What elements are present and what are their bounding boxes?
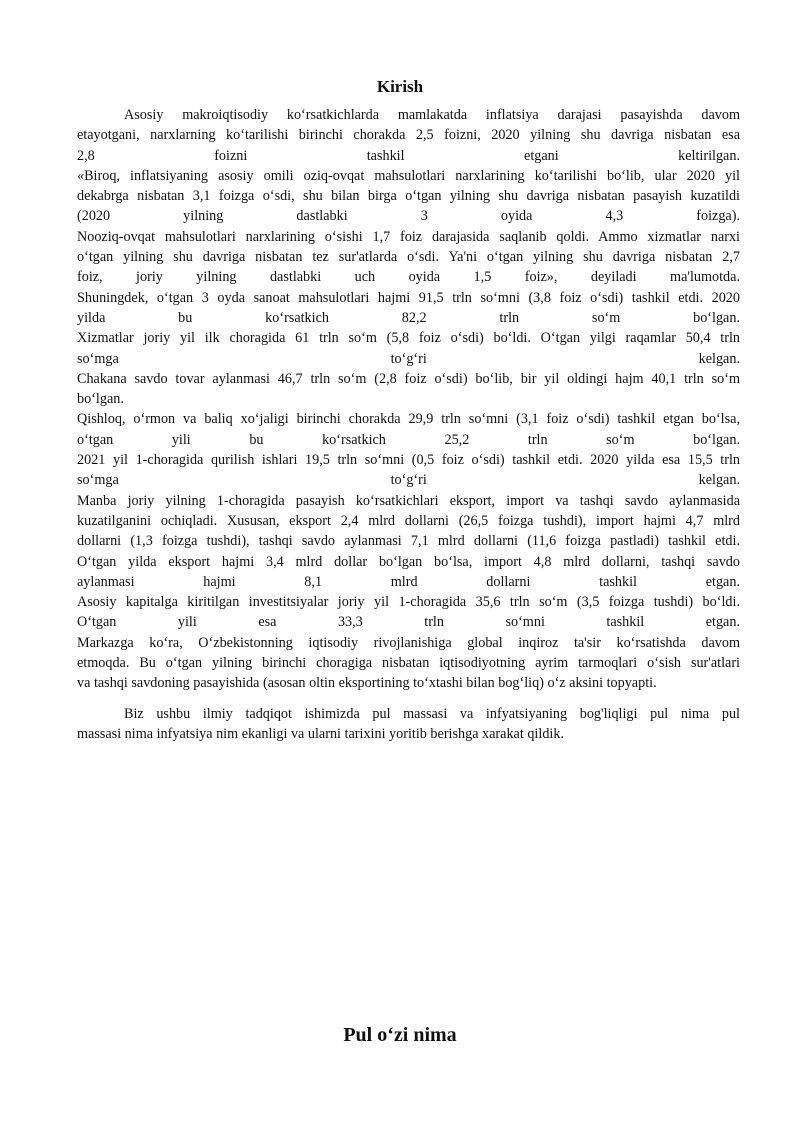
text-line: soʻmga toʻgʻri kelgan.	[77, 472, 740, 489]
text-line: aylanmasi hajmi 8,1 mlrd dollarni tashkil etgan.	[77, 573, 740, 590]
text-line: Markazga koʻra, Oʻzbekistonning iqtisodiy rivojlanishiga global inqiroz ta'sir koʻrsatishda davom	[77, 634, 740, 651]
text-line: etmoqda. Bu oʻtgan yilning birinchi choragiga nisbatan iqtisodiyotning ayrim tarmoqlari oʻsish sur'atlari	[77, 655, 740, 672]
text-line: oʻtgan yili bu koʻrsatkich 25,2 trln soʻm boʻlgan.	[77, 431, 740, 448]
text-line: (2020 yilning dastlabki 3 oyida 4,3 foizga).	[77, 208, 740, 225]
text-line: Nooziq-ovqat mahsulotlari narxlarining oʻsishi 1,7 foiz darajasida saqlanib qoldi. Ammo xizmatlar narxi	[77, 228, 740, 245]
text-line: Oʻtgan yilda eksport hajmi 3,4 mlrd dollar boʻlgan boʻlsa, import 4,8 mlrd dollarni, tashqi savdo	[77, 553, 740, 570]
text-line: Xizmatlar joriy yil ilk choragida 61 trln soʻm (5,8 foiz oʻsdi) boʻldi. Oʻtgan yilgi raqamlar 50,4 trln	[77, 330, 740, 347]
text-line: Manba joriy yilning 1-choragida pasayish koʻrsatkichlari eksport, import va tashqi savdo aylanmasida	[77, 492, 740, 509]
text-line: etayotgani, narxlarning koʻtarilishi birinchi chorakda 2,5 foizni, 2020 yilning shu davriga nisbatan esa	[77, 127, 740, 144]
text-line: 2,8 foizni tashkil etgani keltirilgan.	[77, 147, 740, 164]
text-line: yilda bu koʻrsatkich 82,2 trln soʻm boʻlgan.	[77, 309, 740, 326]
text-line: massasi nima infyatsiya nim ekanligi va ularni tarixini yoritib berishga xarakat qildik.	[77, 725, 564, 742]
text-line: Shuningdek, oʻtgan 3 oyda sanoat mahsulotlari hajmi 91,5 trln soʻmni (3,8 foiz oʻsdi) tashkil etdi. 2020	[77, 289, 740, 306]
text-line: Oʻtgan yili esa 33,3 trln soʻmni tashkil etgan.	[77, 614, 740, 631]
text-line: 2021 yil 1-choragida qurilish ishlari 19,5 trln soʻmni (0,5 foiz oʻsdi) tashkil etdi. 2020 yilda esa 15,5 trln	[77, 452, 740, 469]
text-line: foiz, joriy yilning dastlabki uch oyida 1,5 foiz», deyiladi ma'lumotda.	[77, 269, 740, 286]
section-heading-intro: Kirish	[376, 77, 424, 96]
text-line: «Biroq, inflatsiyaning asosiy omili oziq-ovqat mahsulotlari narxlarining koʻtarilishi boʻlib, ular 2020 yil	[77, 167, 740, 184]
section-heading-next: Pul oʻzi nima	[343, 1024, 457, 1046]
text-line: va tashqi savdoning pasayishida (asosan oltin eksportining toʻxtashi bilan bogʻliq) oʻz aksini topyapti.	[77, 675, 657, 692]
text-line: Qishloq, oʻrmon va baliq xoʻjaligi birinchi chorakda 29,9 trln soʻmni (3,1 foiz oʻsdi) tashkil etgan boʻlsa,	[77, 411, 740, 428]
text-line: oʻtgan yilning shu davriga nisbatan tez sur'atlarda oʻsdi. Ya'ni oʻtgan yilning shu davriga nisbatan 2,7	[77, 249, 740, 266]
text-line: soʻmga toʻgʻri kelgan.	[77, 350, 740, 367]
text-line: dekabrga nisbatan 3,1 foizga oʻsdi, shu bilan birga oʻtgan yilning shu davriga nisbatan pasayish kuzatildi	[77, 188, 740, 205]
text-line: Biz ushbu ilmiy tadqiqot ishimizda pul massasi va infyatsiyaning bog'liqligi pul nima pul	[124, 705, 740, 722]
paragraph-research-aim	[77, 704, 740, 745]
text-line: Asosiy makroiqtisodiy koʻrsatkichlarda mamlakatda inflatsiya darajasi pasayishda davom	[124, 107, 740, 123]
text-line: kuzatilganini ochiqladi. Xususan, eksport 2,4 mlrd dollarni (26,5 foizga tushdi), import hajmi 4,7 mlrd	[77, 512, 740, 529]
document-body	[77, 105, 740, 744]
text-line: boʻlgan.	[77, 391, 124, 408]
paragraph-intro	[77, 105, 740, 694]
paragraph-spacer	[77, 694, 740, 704]
text-line: Asosiy kapitalga kiritilgan investitsiyalar joriy yil 1-choragida 35,6 trln soʻm (3,5 foizga tushdi) boʻldi.	[77, 594, 740, 611]
text-line: Chakana savdo tovar aylanmasi 46,7 trln soʻm (2,8 foiz oʻsdi) boʻlib, bir yil oldingi hajm 40,1 trln soʻm	[77, 370, 740, 387]
text-line: dollarni (1,3 foizga tushdi), tashqi savdo aylanmasi 7,1 mlrd dollarni (11,6 foizga pastladi) tashkil etdi.	[77, 533, 740, 550]
